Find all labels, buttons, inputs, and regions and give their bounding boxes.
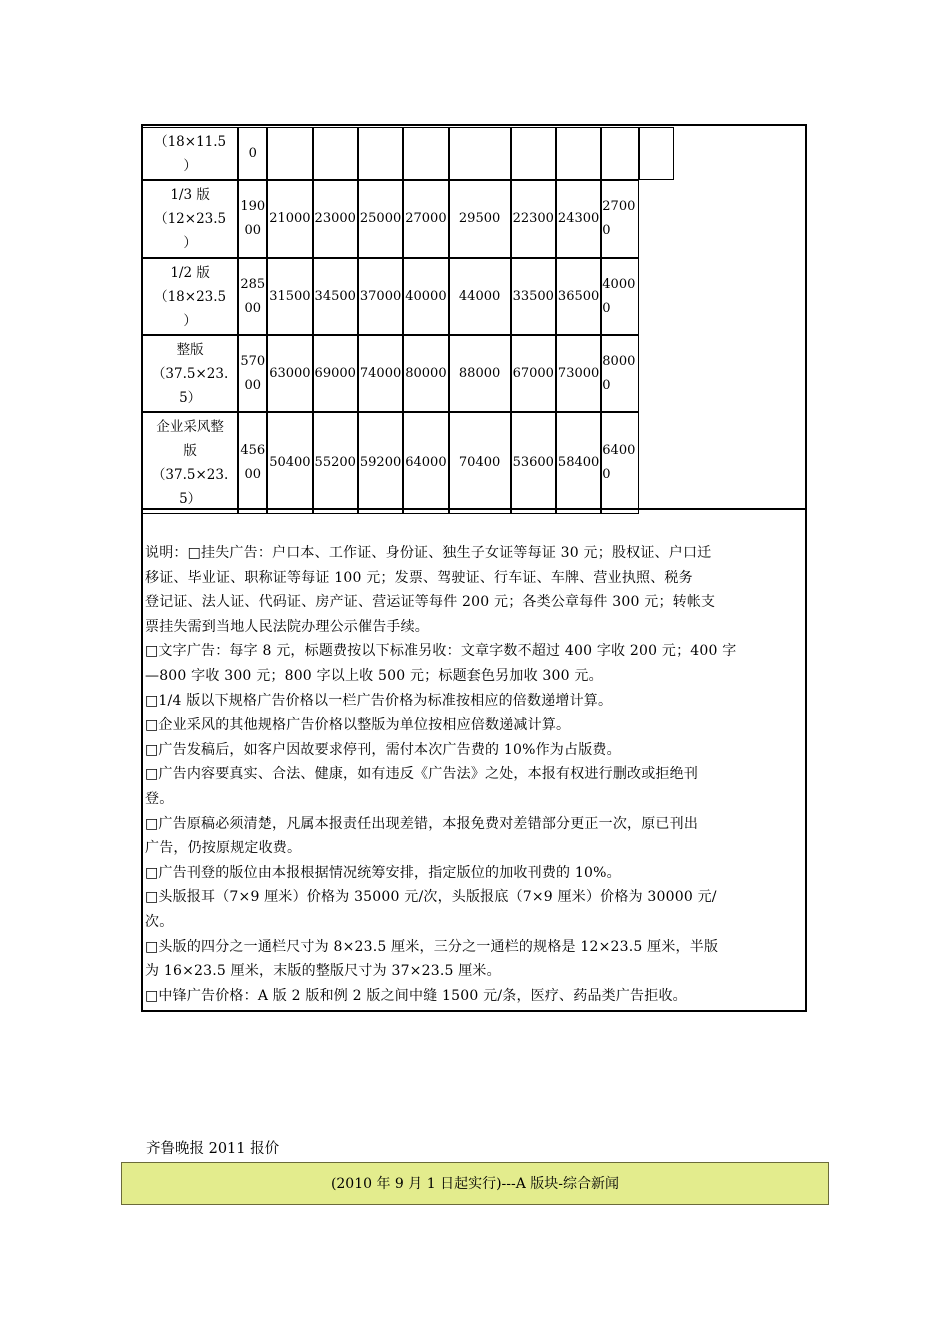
table-divider [141, 508, 807, 510]
price-cell: 25000 [358, 180, 403, 258]
price-cell: 64000 [601, 412, 638, 514]
size-label-cell [142, 258, 238, 335]
size-label-line: ） [183, 235, 197, 251]
size-label-cell [142, 127, 238, 180]
size-label-line: （37.5×23. [151, 467, 229, 483]
note-line: □头版的四分之一通栏尺寸为 8×23.5 厘米，三分之一通栏的规格是 12×23.5 厘米，半版 [145, 938, 719, 955]
note-line: 为 16×23.5 厘米，末版的整版尺寸为 37×23.5 厘米。 [145, 963, 501, 980]
price-cell: 29500 [449, 180, 511, 258]
price-cell [639, 127, 674, 180]
size-label-cell [142, 412, 238, 514]
note-line: 说明：□挂失广告：户口本、工作证、身份证、独生子女证等每证 30 元；股权证、户口迁 [145, 545, 712, 561]
base-price-cell: 0 [238, 127, 267, 180]
price-cell: 55200 [313, 412, 358, 514]
price-cell: 63000 [267, 335, 312, 412]
size-label-line: 企业采风整 [156, 419, 224, 435]
note-line: 登。 [145, 790, 174, 807]
price-cell: 58400 [556, 412, 601, 514]
price-cell: 50400 [267, 412, 312, 514]
price-cell: 24300 [556, 180, 601, 258]
price-cell: 64000 [403, 412, 448, 514]
note-line: 移证、毕业证、职称证等每证 100 元；发票、驾驶证、行车证、车牌、营业执照、税务 [145, 569, 693, 586]
note-line: □广告原稿必须清楚，凡属本报责任出现差错，本报免费对差错部分更正一次，原已刊出 [145, 815, 699, 832]
note-line: 登记证、法人证、代码证、房产证、营运证等每件 200 元；各类公章每件 300 元；转帐支 [145, 594, 716, 611]
price-cell: 53600 [511, 412, 556, 514]
size-label-cell [142, 180, 238, 258]
note-line: 次。 [145, 913, 174, 930]
note-line: □企业采风的其他规格广告价格以整版为单位按相应倍数递减计算。 [145, 717, 571, 734]
price-cell: 21000 [267, 180, 312, 258]
price-cell [403, 127, 448, 180]
size-label-line: 1/2 版 [170, 264, 210, 281]
base-price-cell: 19000 [238, 180, 267, 258]
note-line: □广告发稿后，如客户因故要求停刊，需付本次广告费的 10%作为占版费。 [145, 741, 621, 758]
price-cell [449, 127, 511, 180]
size-label-line: 5） [179, 491, 202, 507]
price-cell: 74000 [358, 335, 403, 412]
table-row [142, 127, 674, 180]
size-label-line: （18×23.5 [154, 288, 227, 305]
price-cell: 31500 [267, 258, 312, 335]
price-cell: 59200 [358, 412, 403, 514]
size-label-line: 整版 [176, 341, 204, 358]
size-label-line: 1/3 版 [170, 187, 210, 203]
banner-bar [121, 1162, 829, 1205]
price-cell: 44000 [449, 258, 511, 335]
section-title: 齐鲁晚报 2011 报价 [146, 1141, 280, 1157]
price-cell: 69000 [313, 335, 358, 412]
price-cell: 40000 [403, 258, 448, 335]
size-label-line: （12×23.5 [154, 211, 227, 227]
size-label-line: 5） [179, 389, 202, 406]
note-line: □中锋广告价格：A 版 2 版和例 2 版之间中缝 1500 元/条，医疗、药品类广告拒收。 [145, 987, 687, 1004]
price-cell: 88000 [449, 335, 511, 412]
price-cell [511, 127, 556, 180]
notes-section [145, 541, 805, 1008]
note-line: □广告内容要真实、合法、健康，如有违反《广告法》之处，本报有权进行删改或拒绝刊 [145, 766, 699, 783]
price-cell: 73000 [556, 335, 601, 412]
price-cell [267, 127, 312, 180]
table-row [142, 258, 674, 335]
table-row [142, 335, 674, 412]
price-cell: 27000 [403, 180, 448, 258]
price-cell: 34500 [313, 258, 358, 335]
price-cell: 40000 [601, 258, 638, 335]
size-label-cell [142, 335, 238, 412]
note-line: 广告，仍按原规定收费。 [145, 840, 302, 857]
table-row [142, 412, 674, 514]
banner-text: (2010 年 9 月 1 日起实行)---A 版块-综合新闻 [330, 1176, 620, 1192]
size-label-line: ） [183, 157, 197, 174]
base-price-cell: 57000 [238, 335, 267, 412]
size-label-line: 版 [183, 443, 197, 459]
price-cell [556, 127, 601, 180]
size-label-line: （37.5×23. [151, 365, 229, 382]
base-price-cell: 45600 [238, 412, 267, 514]
price-cell: 33500 [511, 258, 556, 335]
price-cell: 23000 [313, 180, 358, 258]
note-line: □广告刊登的版位由本报根据情况统筹安排，指定版位的加收刊费的 10%。 [145, 864, 621, 881]
note-line: —800 字收 300 元；800 字以上收 500 元；标题套色另加收 300 元。 [145, 667, 603, 684]
price-cell: 80000 [601, 335, 638, 412]
price-cell: 67000 [511, 335, 556, 412]
note-line: 票挂失需到当地人民法院办理公示催告手续。 [145, 618, 429, 635]
price-cell: 27000 [601, 180, 638, 258]
price-cell [313, 127, 358, 180]
size-label-line: ） [183, 312, 197, 329]
price-cell [358, 127, 403, 180]
table-row [142, 180, 674, 258]
price-table [142, 127, 674, 514]
price-cell: 36500 [556, 258, 601, 335]
note-line: □头版报耳（7×9 厘米）价格为 35000 元/次，头版报底（7×9 厘米）价格为 30000 元/ [145, 889, 717, 906]
base-price-cell: 28500 [238, 258, 267, 335]
size-label-line: （18×11.5 [154, 133, 227, 150]
note-line: □文字广告：每字 8 元，标题费按以下标准另收：文章字数不超过 400 字收 200 元；400 字 [145, 643, 737, 660]
price-cell: 80000 [403, 335, 448, 412]
note-line: □1/4 版以下规格广告价格以一栏广告价格为标准按相应的倍数递增计算。 [145, 692, 613, 709]
price-cell: 37000 [358, 258, 403, 335]
price-cell: 70400 [449, 412, 511, 514]
price-cell: 22300 [511, 180, 556, 258]
price-cell [601, 127, 638, 180]
